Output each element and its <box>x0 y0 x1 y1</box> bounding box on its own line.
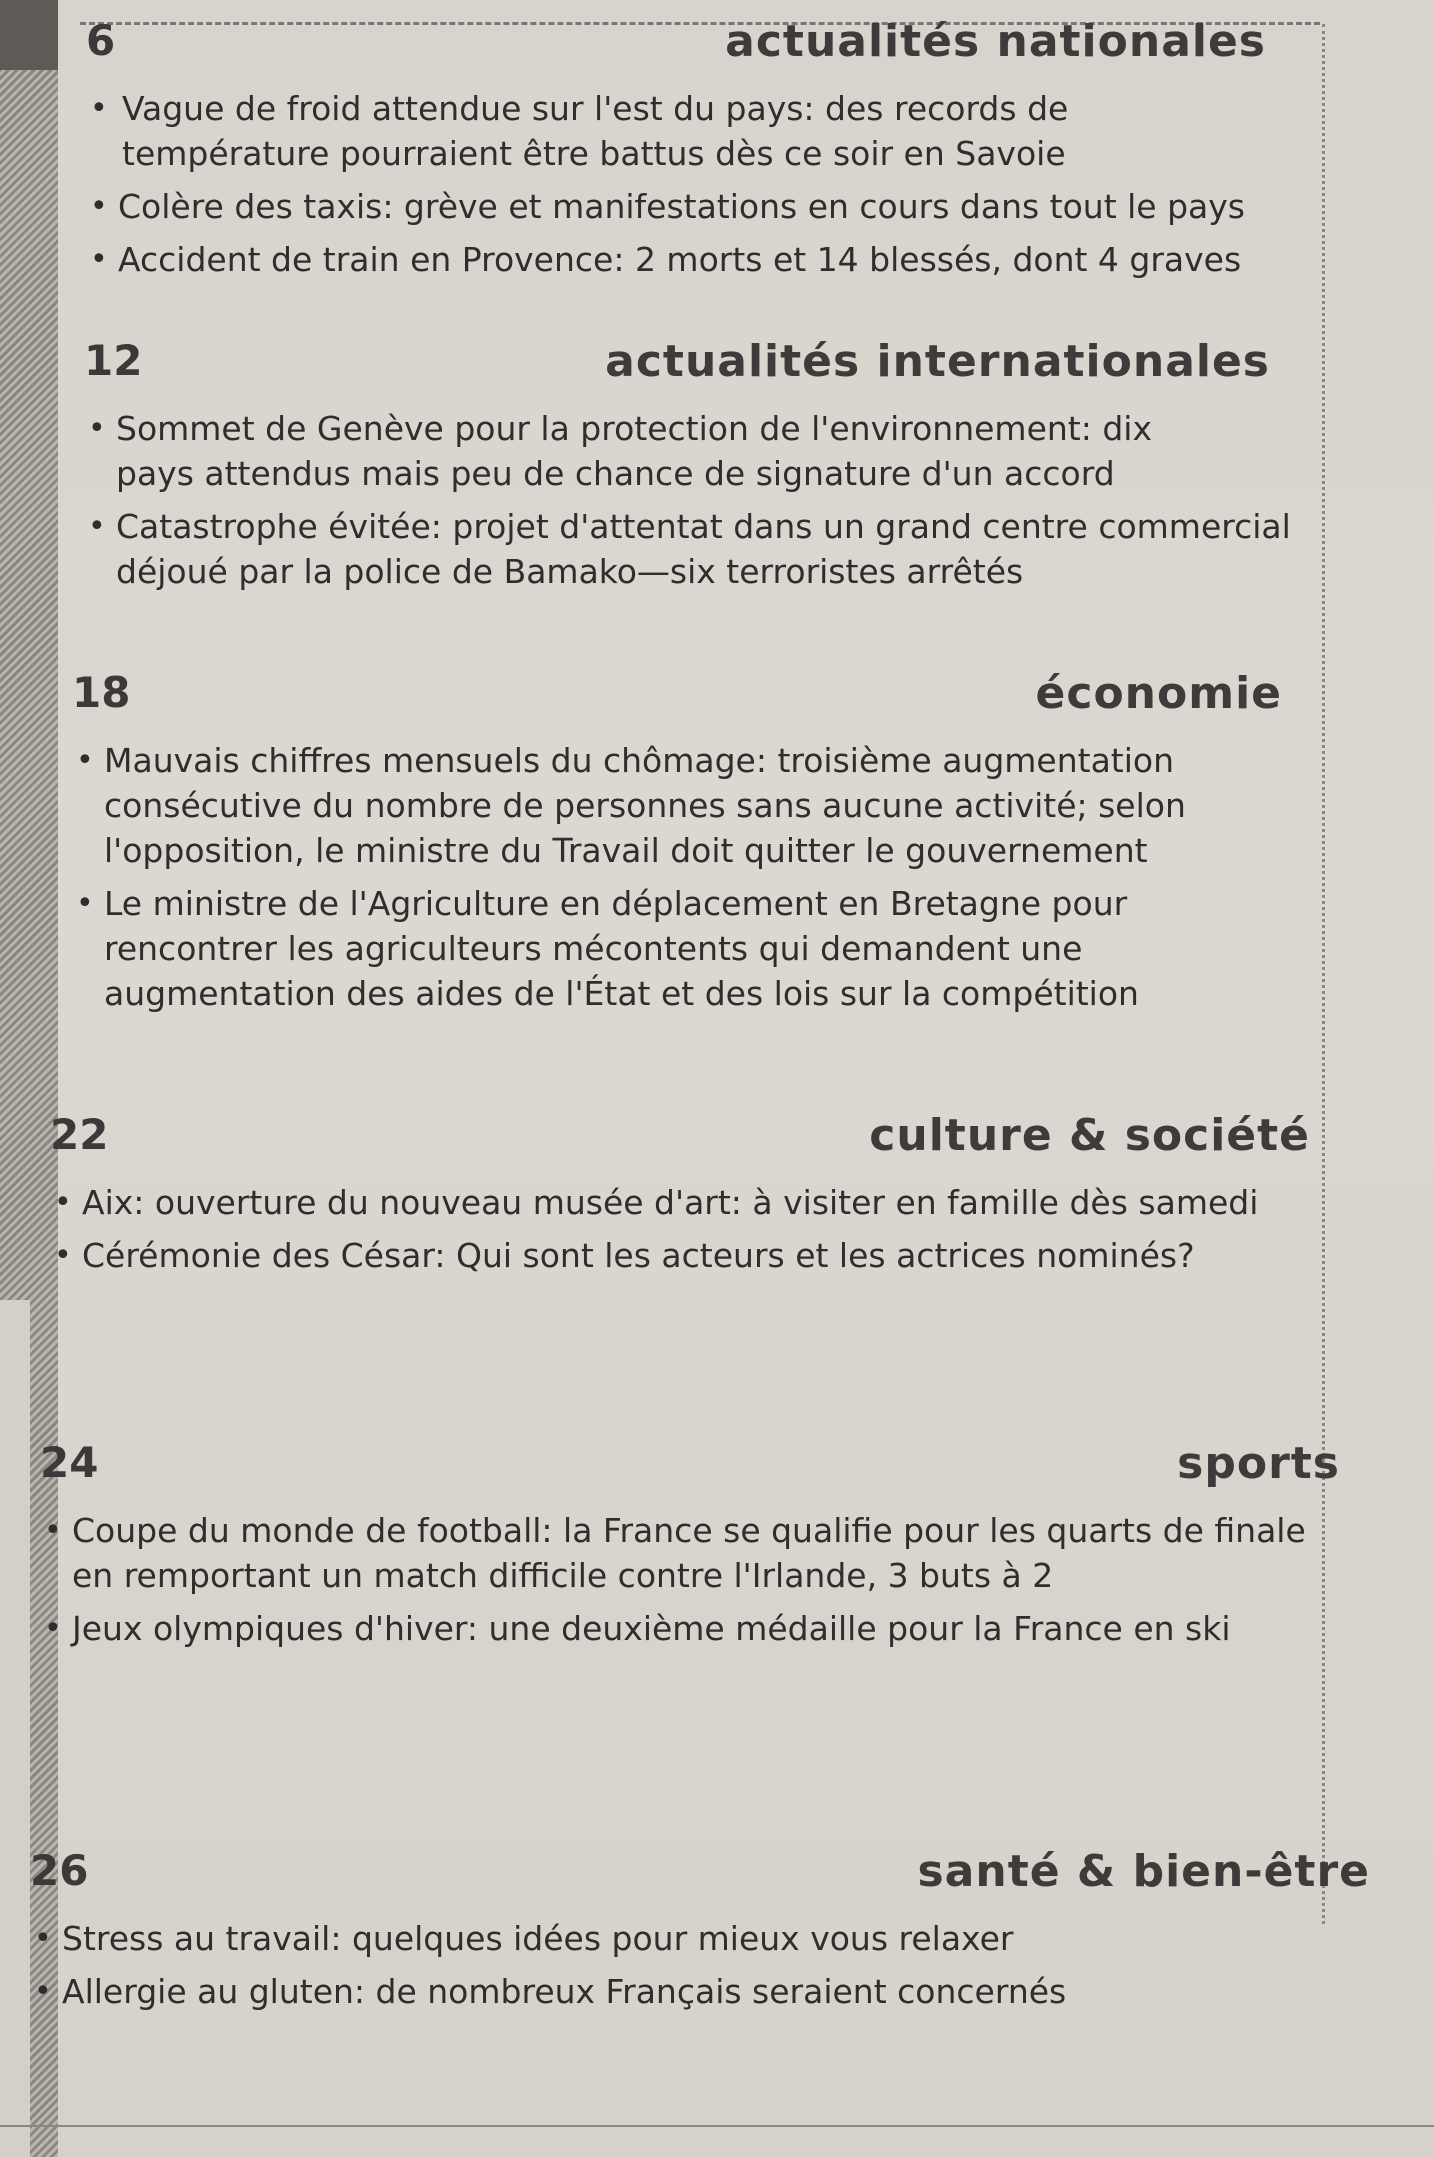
section-header <box>84 336 1270 406</box>
section-title: économie <box>1035 668 1282 719</box>
item-text: Stress au travail: quelques idées pour mieux vous relaxer <box>62 1919 1014 1958</box>
list-item <box>86 184 1268 229</box>
list-item <box>72 881 1264 1016</box>
bullet-icon: • <box>76 886 94 921</box>
list-item <box>50 1180 1282 1225</box>
section-title: sports <box>1177 1438 1340 1489</box>
page-number: 12 <box>84 336 143 385</box>
bullet-icon: • <box>90 91 108 126</box>
section-header <box>72 668 1282 738</box>
list-item <box>86 237 1298 282</box>
bottom-divider <box>0 2125 1434 2127</box>
item-text: Le ministre de l'Agriculture en déplacement en Bretagne pour rencontrer les agriculteurs mécontents qui demandent une augmentation des aides de l'État et des lois sur la compétition <box>104 884 1139 1013</box>
section-sports <box>40 1438 1340 1659</box>
item-text: Vague de froid attendue sur l'est du pays: des records de température pourraient être battus dès ce soir en Savoie <box>122 89 1069 173</box>
section-title: santé & bien-être <box>917 1846 1370 1897</box>
section-title: actualités nationales <box>725 16 1266 67</box>
list-item <box>50 1233 1342 1278</box>
list-item <box>84 504 1296 594</box>
section-actualites-nationales <box>86 16 1266 290</box>
bullet-icon: • <box>90 242 108 277</box>
bullet-icon: • <box>34 1921 52 1956</box>
item-text: Jeux olympiques d'hiver: une deuxième médaille pour la France en ski <box>72 1609 1231 1648</box>
item-text: Mauvais chiffres mensuels du chômage: troisième augmentation consécutive du nombre de personnes sans aucune activité; selon l'opposition, le ministre du Travail doit quitter le gouvernement <box>104 741 1186 870</box>
bullet-icon: • <box>90 189 108 224</box>
bullet-icon: • <box>44 1611 62 1646</box>
section-sante-bien-etre <box>30 1846 1370 2022</box>
side-strip-lower <box>0 1300 30 2157</box>
list-item <box>72 738 1304 873</box>
bullet-icon: • <box>34 1974 52 2009</box>
page-number: 6 <box>86 16 116 65</box>
page-number: 22 <box>50 1110 109 1159</box>
bullet-icon: • <box>88 509 106 544</box>
item-text: Sommet de Genève pour la protection de l'environnement: dix pays attendus mais peu de chance de signature d'un accord <box>116 409 1152 493</box>
bullet-icon: • <box>88 411 106 446</box>
list-item <box>30 1969 1362 2014</box>
section-actualites-internationales <box>84 336 1291 602</box>
side-strip-top <box>0 0 58 70</box>
list-item <box>84 406 1216 496</box>
page-number: 24 <box>40 1438 99 1487</box>
list-item <box>30 1916 1362 1961</box>
list-item <box>40 1508 1352 1598</box>
item-text: Aix: ouverture du nouveau musée d'art: à visiter en famille dès samedi <box>82 1183 1259 1222</box>
bullet-icon: • <box>54 1185 72 1220</box>
section-header <box>40 1438 1340 1508</box>
page-number: 26 <box>30 1846 89 1895</box>
section-header <box>86 16 1266 86</box>
item-text: Accident de train en Provence: 2 morts et 14 blessés, dont 4 graves <box>118 240 1242 279</box>
item-text: Allergie au gluten: de nombreux Français seraient concernés <box>62 1972 1067 2011</box>
list-item <box>40 1606 1342 1651</box>
item-text: Colère des taxis: grève et manifestations en cours dans tout le pays <box>118 187 1245 226</box>
section-header <box>30 1846 1370 1916</box>
section-title: culture & société <box>869 1110 1310 1161</box>
section-header <box>50 1110 1310 1180</box>
bullet-icon: • <box>54 1238 72 1273</box>
bullet-icon: • <box>76 743 94 778</box>
section-culture-societe <box>50 1110 1310 1286</box>
section-economie <box>72 668 1282 1024</box>
section-title: actualités internationales <box>605 336 1270 387</box>
bullet-icon: • <box>44 1513 62 1548</box>
page-number: 18 <box>72 668 131 717</box>
item-text: Cérémonie des César: Qui sont les acteurs et les actrices nominés? <box>82 1236 1195 1275</box>
item-text: Coupe du monde de football: la France se qualifie pour les quarts de finale en remportant un match difficile contre l'Irlande, 3 buts à 2 <box>72 1511 1306 1595</box>
list-item <box>86 86 1122 176</box>
item-text: Catastrophe évitée: projet d'attentat dans un grand centre commercial déjoué par la police de Bamako—six terroristes arrêtés <box>116 507 1291 591</box>
